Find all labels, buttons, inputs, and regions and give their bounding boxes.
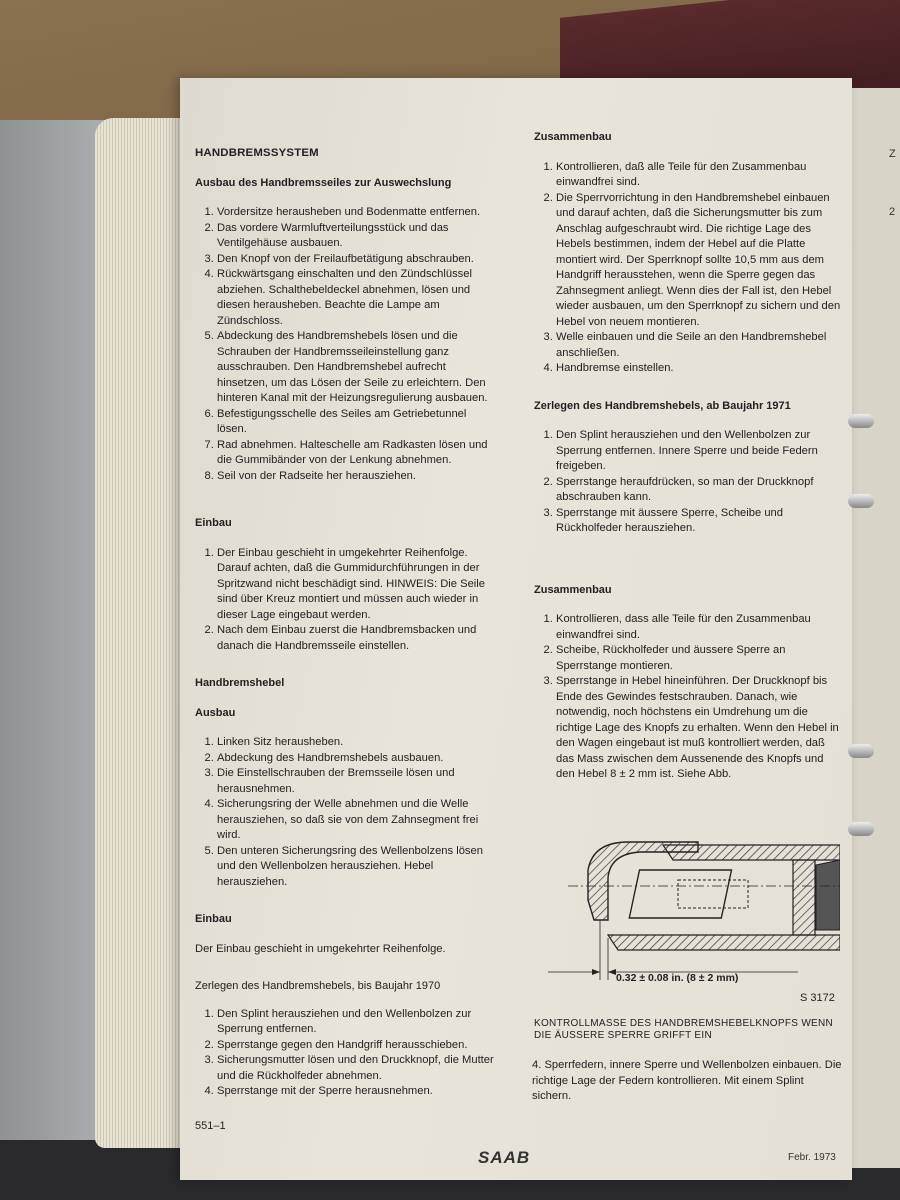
- zerlegen-1971-list: [534, 428, 844, 537]
- next-page-fragment: 2: [889, 206, 896, 218]
- figure-code: S 3172: [800, 992, 835, 1004]
- zusammenbau-list: [534, 160, 844, 377]
- next-page: [848, 88, 900, 1168]
- list-item: 3. Sperrstange mit äussere Sperre, Scheibe und Rückholfeder herausziehen.: [556, 506, 844, 537]
- list-item: 1. Der Einbau geschieht in umgekehrter Reihenfolge. Darauf achten, daß die Gummidurchführungen in der Spritzwand nicht beschädigt sind. HINWEIS: Die Seile sind über Kreuz montiert und müssen auch wieder in dieser Lage eingebaut werden.: [217, 546, 495, 624]
- figure-caption: KONTROLLMASSE DES HANDBREMSHEBELKNOPFS WENN DIE ÄUSSERE SPERRE GRIFFT EIN: [534, 1018, 834, 1041]
- list-item: 3. Die Einstellschrauben der Bremsseile lösen und herausnehmen.: [217, 766, 495, 797]
- binder-ring: [848, 494, 874, 508]
- list-item: 1. Linken Sitz herausheben.: [217, 735, 495, 751]
- list-item: 2. Nach dem Einbau zuerst die Handbremsbacken und danach die Handbremsseile einstellen.: [217, 623, 495, 654]
- list-item: 2. Sperrstange gegen den Handgriff herausschieben.: [217, 1038, 495, 1054]
- list-item: 3. Sicherungsmutter lösen und den Druckknopf, die Mutter und die Rückholfeder abnehmen.: [217, 1053, 495, 1084]
- list-item: 1. Vordersitze herausheben und Bodenmatte entfernen.: [217, 205, 495, 221]
- list-item: 2. Die Sperrvorrichtung in den Handbremshebel einbauen und darauf achten, daß die Sicherungsmutter bis zum Anschlag aufgeschraubt wird. Die richtige Lage des Hebels bestimmen, indem der Hebel auf die Platte montiert wird. Der Sperrknopf sollte 10,5 mm aus dem Handgriff herausstehen, wenn die Sperre gegen das Zahnsegment anliegt. Wenn dies der Fall ist, den Hebel wieder ausbauen, um den Sperrknopf zu sichern und den Hebel von neuem montieren.: [556, 191, 844, 331]
- binder-ring: [848, 414, 874, 428]
- page-number: 551–1: [195, 1120, 226, 1132]
- list-item-4: [532, 1058, 846, 1105]
- list-item: 5. Abdeckung des Handbremshebels lösen und die Schrauben der Handbremsseileinstellung ganz ausschrauben. Den Handbremshebel aufrecht hinsetzen, um das Lösen der Seile zu erleichtern. Den hinteren Kanal mit der Heizungsregulierung ausbauen.: [217, 329, 495, 407]
- binder-ring: [848, 822, 874, 836]
- list-item: 3. Den Knopf von der Freilaufbetätigung abschrauben.: [217, 252, 495, 268]
- left-column: [195, 146, 495, 1100]
- page-date: Febr. 1973: [788, 1152, 836, 1163]
- section-heading: Handbremshebel: [195, 677, 285, 689]
- list-item: 1. Den Splint herausziehen und den Wellenbolzen zur Sperrung entfernen. Innere Sperre und beide Federn freigeben.: [556, 428, 844, 475]
- ausbau-hebel-list: [195, 735, 495, 890]
- section-heading: Zerlegen des Handbremshebels, bis Baujahr 1970: [195, 980, 441, 992]
- ausbau-seil-list: [195, 205, 495, 484]
- item-number: 4.: [532, 1059, 542, 1071]
- list-item: 3. Sperrstange in Hebel hineinführen. Der Druckknopf bis Ende des Gewindes festschrauben. Danach, wie notwendig, noch höchstens ein Umdrehung um die richtige Lage des Knopfs zu erhalten. Wenn den Hebel in den Wagen eingebaut ist muß kontrolliert werden, daß das Mass zwischen dem Aussenende des Knopfs und den Hebel 8 ± 2 mm ist. Siehe Abb.: [556, 674, 844, 783]
- list-item: 7. Rad abnehmen. Halteschelle am Radkasten lösen und die Gummibänder von der Lenkung abnehmen.: [217, 438, 495, 469]
- list-item: 4. Sicherungsring der Welle abnehmen und die Welle herausziehen, so daß sie von dem Zahnsegment frei wird.: [217, 797, 495, 844]
- section-heading: Ausbau des Handbremsseiles zur Auswechslung: [195, 176, 452, 189]
- section-heading: Zusammenbau: [534, 131, 612, 143]
- section-heading: Ausbau: [195, 706, 236, 719]
- list-item: 1. Kontrollieren, daß alle Teile für den Zusammenbau einwandfrei sind.: [556, 160, 844, 191]
- list-item: 2. Das vordere Warmluftverteilungsstück und das Ventilgehäuse ausbauen.: [217, 221, 495, 252]
- list-item: 1. Kontrollieren, dass alle Teile für den Zusammenbau einwandfrei sind.: [556, 612, 844, 643]
- page-stack-edges: [95, 118, 190, 1148]
- section-heading: Einbau: [195, 913, 232, 925]
- section-title: HANDBREMSSYSTEM: [195, 147, 319, 159]
- binder-ring: [848, 744, 874, 758]
- list-item: 4. Handbremse einstellen.: [556, 361, 844, 377]
- right-column: [534, 130, 844, 783]
- list-item: 3. Welle einbauen und die Seile an den Handbremshebel anschließen.: [556, 330, 844, 361]
- figure-dimension-label: 0.32 ± 0.08 in. (8 ± 2 mm): [616, 972, 739, 984]
- list-item: 2. Abdeckung des Handbremshebels ausbauen.: [217, 751, 495, 767]
- next-page-fragment: Z: [889, 148, 896, 160]
- list-item: 4. Rückwärtsgang einschalten und den Zündschlüssel abziehen. Schalthebeldeckel abnehmen, lösen und diesen herausheben. Beachte die Lampe am Zündschloss.: [217, 267, 495, 329]
- list-item: 1. Den Splint herausziehen und den Wellenbolzen zur Sperrung entfernen.: [217, 1007, 495, 1038]
- section-heading: Einbau: [195, 517, 232, 529]
- section-heading: Zusammenbau: [534, 583, 612, 596]
- zusammenbau-2-list: [534, 612, 844, 783]
- list-item: 5. Den unteren Sicherungsring des Wellenbolzens lösen und den Wellenbolzen herausziehen. Hebel herausziehen.: [217, 844, 495, 891]
- saab-logo: SAAB: [478, 1148, 531, 1167]
- list-item: 2. Scheibe, Rückholfeder und äussere Sperre an Sperrstange montieren.: [556, 643, 844, 674]
- list-item: 8. Seil von der Radseite her herausziehen.: [217, 469, 495, 485]
- handbrake-knob-diagram: [548, 830, 840, 980]
- section-heading: Zerlegen des Handbremshebels, ab Baujahr 1971: [534, 399, 791, 412]
- paragraph: Der Einbau geschieht in umgekehrter Reihenfolge.: [195, 942, 446, 955]
- list-item: 6. Befestigungsschelle des Seiles am Getriebetunnel lösen.: [217, 407, 495, 438]
- list-item: 4. Sperrstange mit der Sperre herausnehmen.: [217, 1084, 495, 1100]
- einbau-list: [195, 546, 495, 655]
- item-text: Sperrfedern, innere Sperre und Wellenbolzen einbauen. Die richtige Lage der Federn kontrollieren. Mit einem Splint sichern.: [532, 1059, 842, 1102]
- zerlegen-1970-list: [195, 1007, 495, 1100]
- list-item: 2. Sperrstange heraufdrücken, so man der Druckknopf abschrauben kann.: [556, 475, 844, 506]
